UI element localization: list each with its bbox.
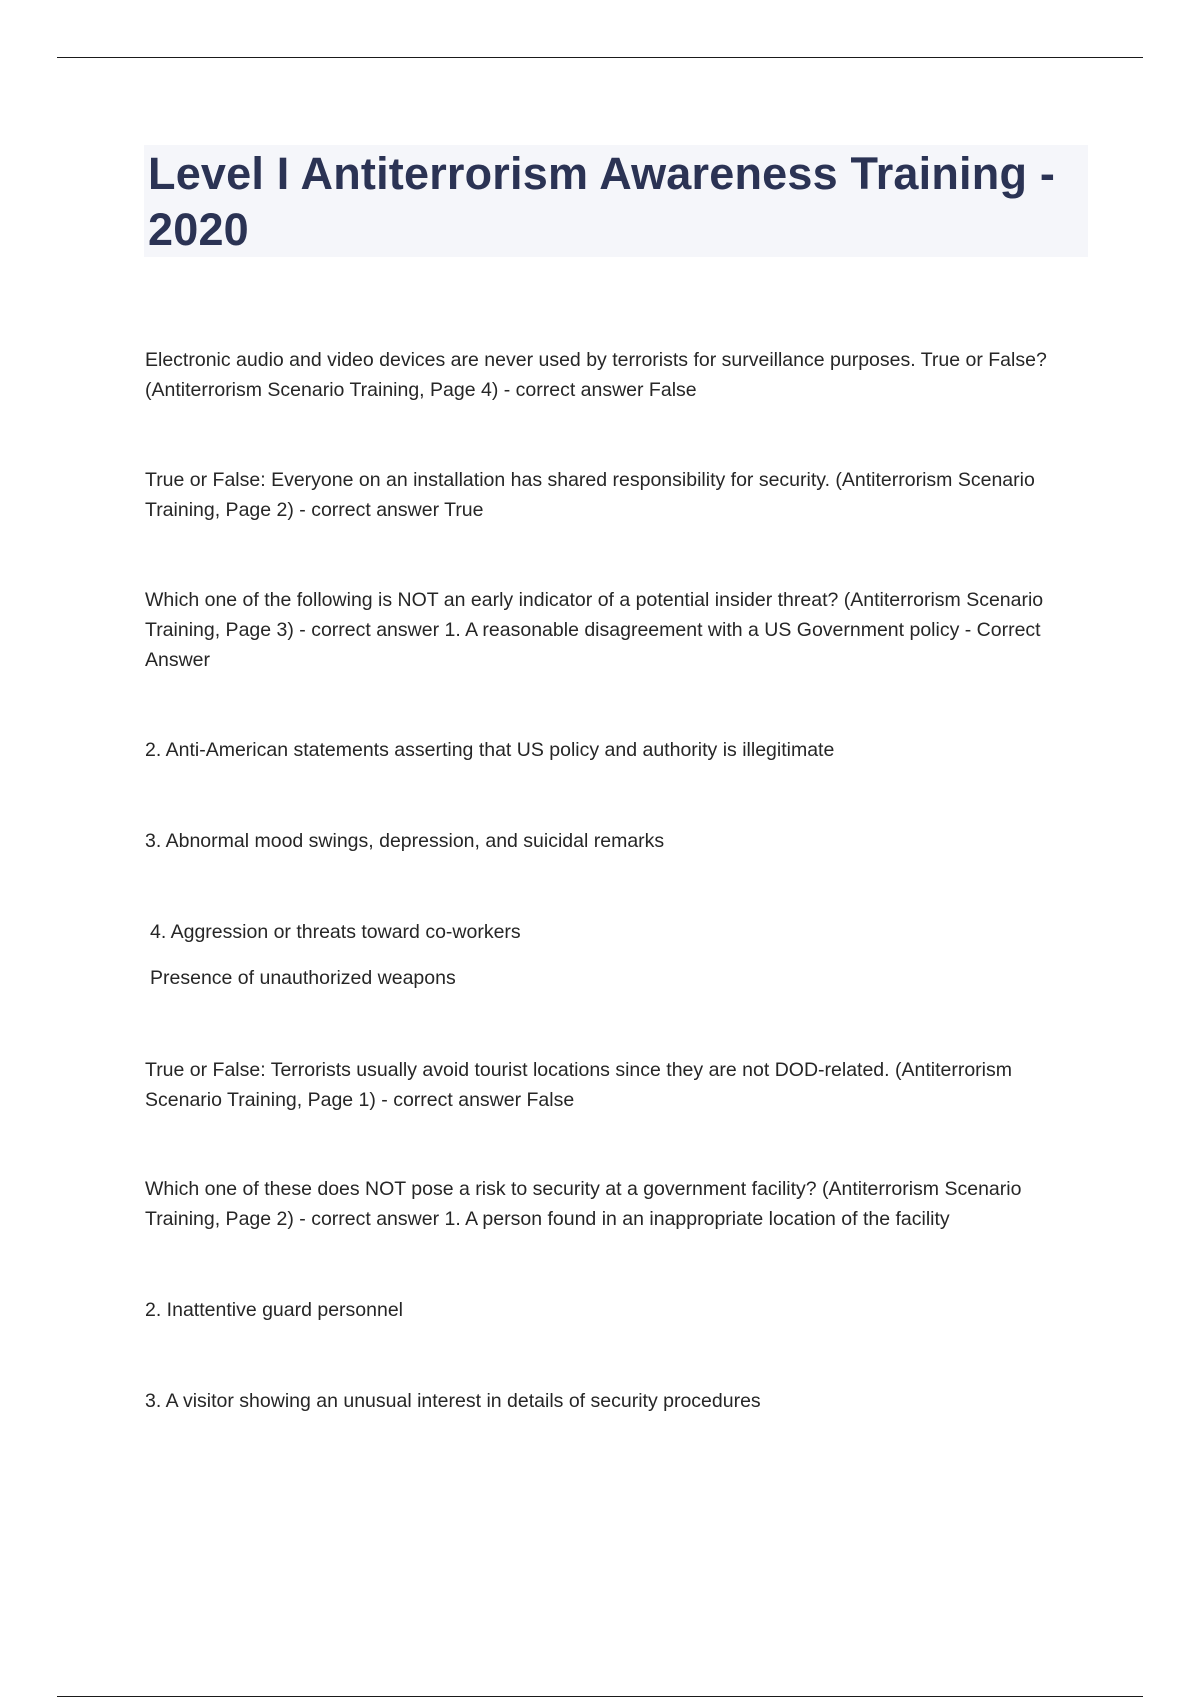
answer-option: 3. Abnormal mood swings, depression, and suicidal remarks xyxy=(145,830,665,852)
answer-option: Presence of unauthorized weapons xyxy=(150,967,456,989)
top-rule xyxy=(57,57,1143,58)
answer-option: 4. Aggression or threats toward co-workers xyxy=(150,921,521,943)
title-block xyxy=(144,145,1088,257)
question-paragraph: Electronic audio and video devices are never used by terrorists for surveillance purposes. True or False? (Antiterrorism Scenario Training, Page 4) - correct answer False xyxy=(145,349,1047,401)
document-title: Level I Antiterrorism Awareness Training - 2020 xyxy=(148,148,1056,255)
question-paragraph: Which one of these does NOT pose a risk to security at a government facility? (Antiterrorism Scenario Training, Page 2) - correct answer 1. A person found in an inappropriate location of the facility xyxy=(145,1178,1022,1230)
question-paragraph: Which one of the following is NOT an early indicator of a potential insider threat? (Antiterrorism Scenario Training, Page 3) - correct answer 1. A reasonable disagreement with a US Government policy - Correct Answer xyxy=(145,589,1044,671)
answer-option: 2. Inattentive guard personnel xyxy=(145,1299,404,1321)
answer-option: 3. A visitor showing an unusual interest in details of security procedures xyxy=(145,1390,761,1412)
question-paragraph: True or False: Terrorists usually avoid tourist locations since they are not DOD-related. (Antiterrorism Scenario Training, Page 1) - correct answer False xyxy=(145,1059,1012,1111)
answer-option: 2. Anti-American statements asserting that US policy and authority is illegitimate xyxy=(145,739,835,761)
question-paragraph: True or False: Everyone on an installation has shared responsibility for security. (Antiterrorism Scenario Training, Page 2) - correct answer True xyxy=(145,469,1035,521)
bottom-rule xyxy=(57,1696,1143,1697)
